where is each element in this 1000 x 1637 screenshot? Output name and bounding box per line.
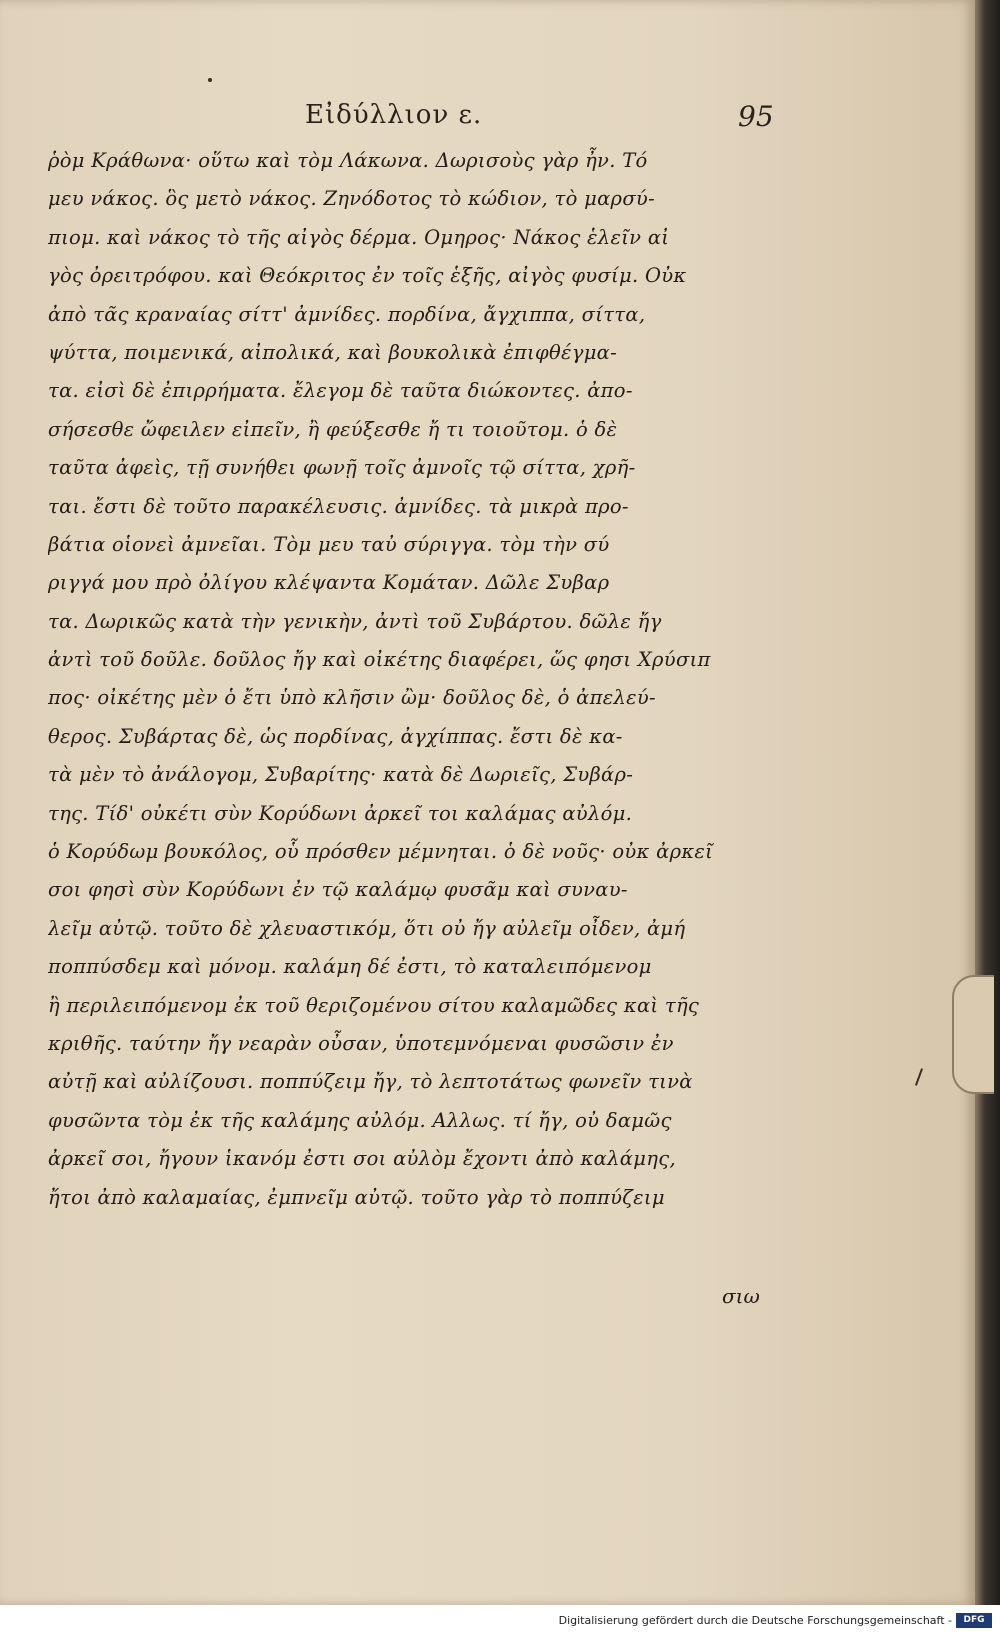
text-line: της. Τίδ' οὐκέτι σὺν Κορύδωνι ἀρκεῖ τοι καλάμας αὐλόμ. [48, 801, 633, 825]
text-line: πος· οἰκέτης μὲν ὁ ἔτι ὑπὸ κλῆσιν ὢμ· δοῦλος δὲ, ὁ ἀπελεύ- [48, 686, 656, 710]
text-line: ψύττα, ποιμενικά, αἰπολικά, καὶ βουκολικὰ ἐπιφθέγμα- [48, 340, 618, 364]
page-tab [952, 975, 994, 1094]
dfg-logo: DFG [956, 1613, 992, 1628]
text-line: αὐτῇ καὶ αὐλίζουσι. ποππύζειμ ἤγ, τὸ λεπτοτάτως φωνεῖν τινὰ [48, 1070, 693, 1094]
text-line: φυσῶντα τὸμ ἐκ τῆς καλάμης αὐλόμ. Αλλως. τί ἤγ, οὐ δαμῶς [48, 1108, 672, 1132]
text-line: ὁ Κορύδωμ βουκόλος, οὗ πρόσθεν μέμνηται. ὁ δὲ νοῦς· οὐκ ἀρκεῖ [48, 840, 714, 864]
text-line: ἀντὶ τοῦ δοῦλε. δοῦλος ἤγ καὶ οἰκέτης διαφέρει, ὥς φησι Χρύσιπ [48, 648, 711, 672]
text-line: βάτια οἱονεὶ ἀμνεῖαι. Τὸμ μευ ταὐ σύριγγα. τὸμ τὴν σύ [48, 532, 610, 556]
text-line: ριγγά μου πρὸ ὀλίγου κλέψαντα Κομάταν. Δῶλε Συβαρ [48, 571, 610, 595]
page-header [0, 100, 975, 140]
text-line: σήσεσθε ὤφειλεν εἰπεῖν, ἢ φεύξεσθε ἤ τι τοιοῦτομ. ὁ δὲ [48, 417, 618, 441]
running-head: Εἰδύλλιον ε. [305, 100, 483, 130]
text-line: γὸς ὀρειτρόφου. καὶ Θεόκριτος ἐν τοῖς ἑξῆς, αἰγὸς φυσίμ. Οὐκ [48, 264, 687, 288]
text-line: τὰ μὲν τὸ ἀνάλογομ, Συβαρίτης· κατὰ δὲ Δωριεῖς, Συβάρ- [48, 763, 634, 787]
text-line: θερος. Συβάρτας δὲ, ὡς πορδίνας, ἀγχίππας. ἔστι δὲ κα- [48, 724, 623, 748]
text-line: σοι φησὶ σὺν Κορύδωνι ἐν τῷ καλάμῳ φυσᾶμ καὶ συναυ- [48, 878, 628, 902]
page-number: 95 [738, 100, 774, 133]
text-line: ἤτοι ἀπὸ καλαμαίας, ἐμπνεῖμ αὐτῷ. τοῦτο γὰρ τὸ ποππύζειμ [48, 1185, 665, 1209]
text-line: ἢ περιλειπόμενομ ἐκ τοῦ θεριζομένου σίτου καλαμῶδες καὶ τῆς [48, 993, 700, 1017]
ink-dot [208, 78, 212, 82]
text-line: κριθῆς. ταύτην ἤγ νεαρὰν οὖσαν, ὑποτεμνόμεναι φυσῶσιν ἐν [48, 1031, 674, 1055]
text-line: ῥὸμ Κράθωνα· οὕτω καὶ τὸμ Λάκωνα. Δωρισοὺς γὰρ ἦν. Τό [48, 149, 648, 172]
text-line: ται. ἔστι δὲ τοῦτο παρακέλευσις. ἀμνίδες. τὰ μικρὰ προ- [48, 494, 629, 518]
text-line: τα. Δωρικῶς κατὰ τὴν γενικὴν, ἀντὶ τοῦ Συβάρτου. δῶλε ἤγ [48, 609, 662, 633]
text-line: ἀπὸ τᾶς κραναίας σίττ' ἀμνίδες. πορδίνα, ἄγχιππα, σίττα, [48, 302, 646, 326]
text-line: ταῦτα ἀφεὶς, τῇ συνήθει φωνῇ τοῖς ἀμνοῖς τῷ σίττα, χρῆ- [48, 456, 636, 480]
text-block [48, 142, 776, 1217]
text-line: λεῖμ αὐτῷ. τοῦτο δὲ χλευαστικόμ, ὅτι οὐ ἤγ αὐλεῖμ οἶδεν, ἀμή [48, 916, 686, 940]
text-line: μευ νάκος. ὃς μετὸ νάκος. Ζηνόδοτος τὸ κώδιον, τὸ μαρσύ- [48, 187, 655, 211]
page-edge [975, 0, 1000, 1605]
catchword: σιω [722, 1284, 760, 1308]
funding-credit: Digitalisierung gefördert durch die Deutsche Forschungsgemeinschaft - [558, 1614, 952, 1627]
text-line: ἀρκεῖ σοι, ἤγουν ἱκανόμ ἐστι σοι αὐλὸμ ἔχοντι ἀπὸ καλάμης, [48, 1147, 676, 1171]
text-line: πιομ. καὶ νάκος τὸ τῆς αἰγὸς δέρμα. Ομηρος· Νάκος ἑλεῖν αἰ [48, 225, 670, 249]
digitization-footer [0, 1605, 1000, 1637]
text-line: τα. εἰσὶ δὲ ἐπιρρήματα. ἔλεγομ δὲ ταῦτα διώκοντες. ἀπο- [48, 379, 633, 403]
text-line: ποππύσδεμ καὶ μόνομ. καλάμη δέ ἐστι, τὸ καταλειπόμενομ [48, 955, 652, 979]
